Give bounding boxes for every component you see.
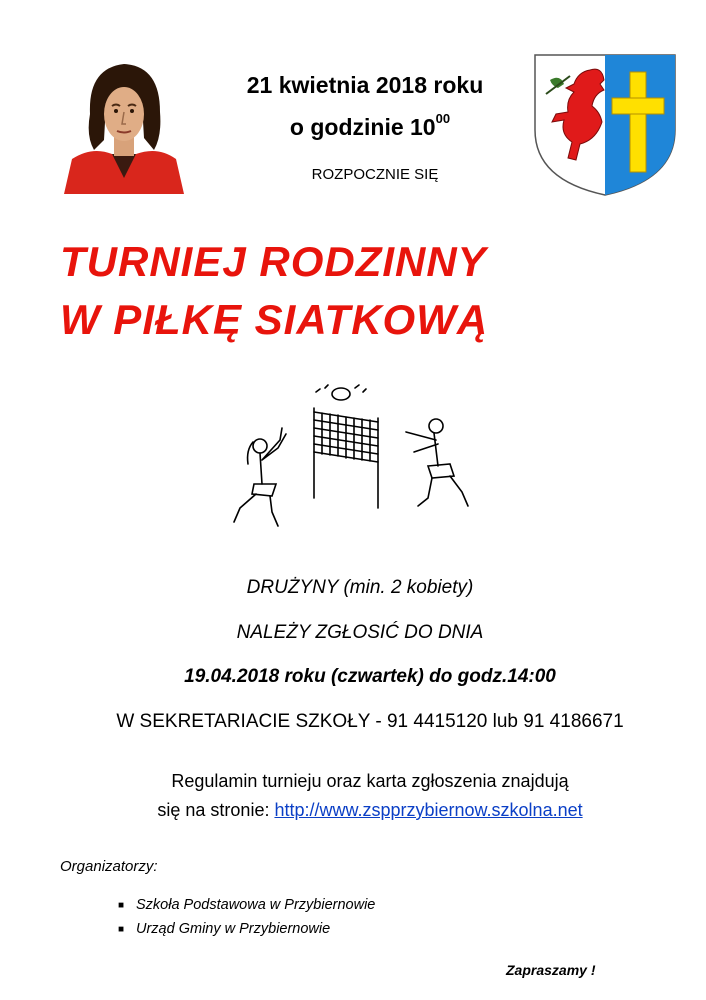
teams-requirement: DRUŻYNY (min. 2 kobiety) (246, 577, 474, 598)
event-time-superscript: 00 (435, 111, 451, 127)
event-time-text: o godzinie 10 (289, 114, 436, 140)
organizer-list-item (118, 921, 538, 937)
portrait-image (62, 54, 186, 194)
title-line-1: TURNIEJ RODZINNY (60, 238, 487, 285)
bullet-icon: ■ (118, 923, 125, 935)
event-date: 21 kwietnia 2018 roku (246, 72, 484, 98)
coat-of-arms-image (530, 50, 680, 200)
office-contact: W SEKRETARIACIE SZKOŁY - 91 4415120 lub 91 4186671 (116, 711, 624, 732)
volleyball-illustration (210, 380, 490, 532)
organizer-list-item (118, 897, 538, 913)
bullet-icon: ■ (118, 899, 125, 911)
starts-label: ROZPOCZNIE SIĘ (311, 166, 439, 183)
organizer-name: Szkoła Podstawowa w Przybiernowie (136, 897, 376, 913)
title-line-2: W PIŁKĘ SIATKOWĄ (60, 296, 489, 343)
organizers-heading: Organizatorzy: (60, 858, 158, 875)
invitation-text: Zapraszamy ! (506, 962, 596, 978)
rules-info-prefix: się na stronie: (157, 800, 275, 820)
event-time (250, 111, 490, 141)
registration-deadline: 19.04.2018 roku (czwartek) do godz.14:00 (184, 666, 556, 687)
rules-info-line-1: Regulamin turnieju oraz karta zgłoszenia znajdują (171, 771, 569, 791)
rules-info-line-2 (110, 800, 630, 821)
school-website-link[interactable]: http://www.zspprzybiernow.szkolna.net (274, 800, 583, 820)
organizer-name: Urząd Gminy w Przybiernowie (136, 921, 331, 937)
apply-instruction: NALEŻY ZGŁOSIĆ DO DNIA (236, 622, 484, 643)
